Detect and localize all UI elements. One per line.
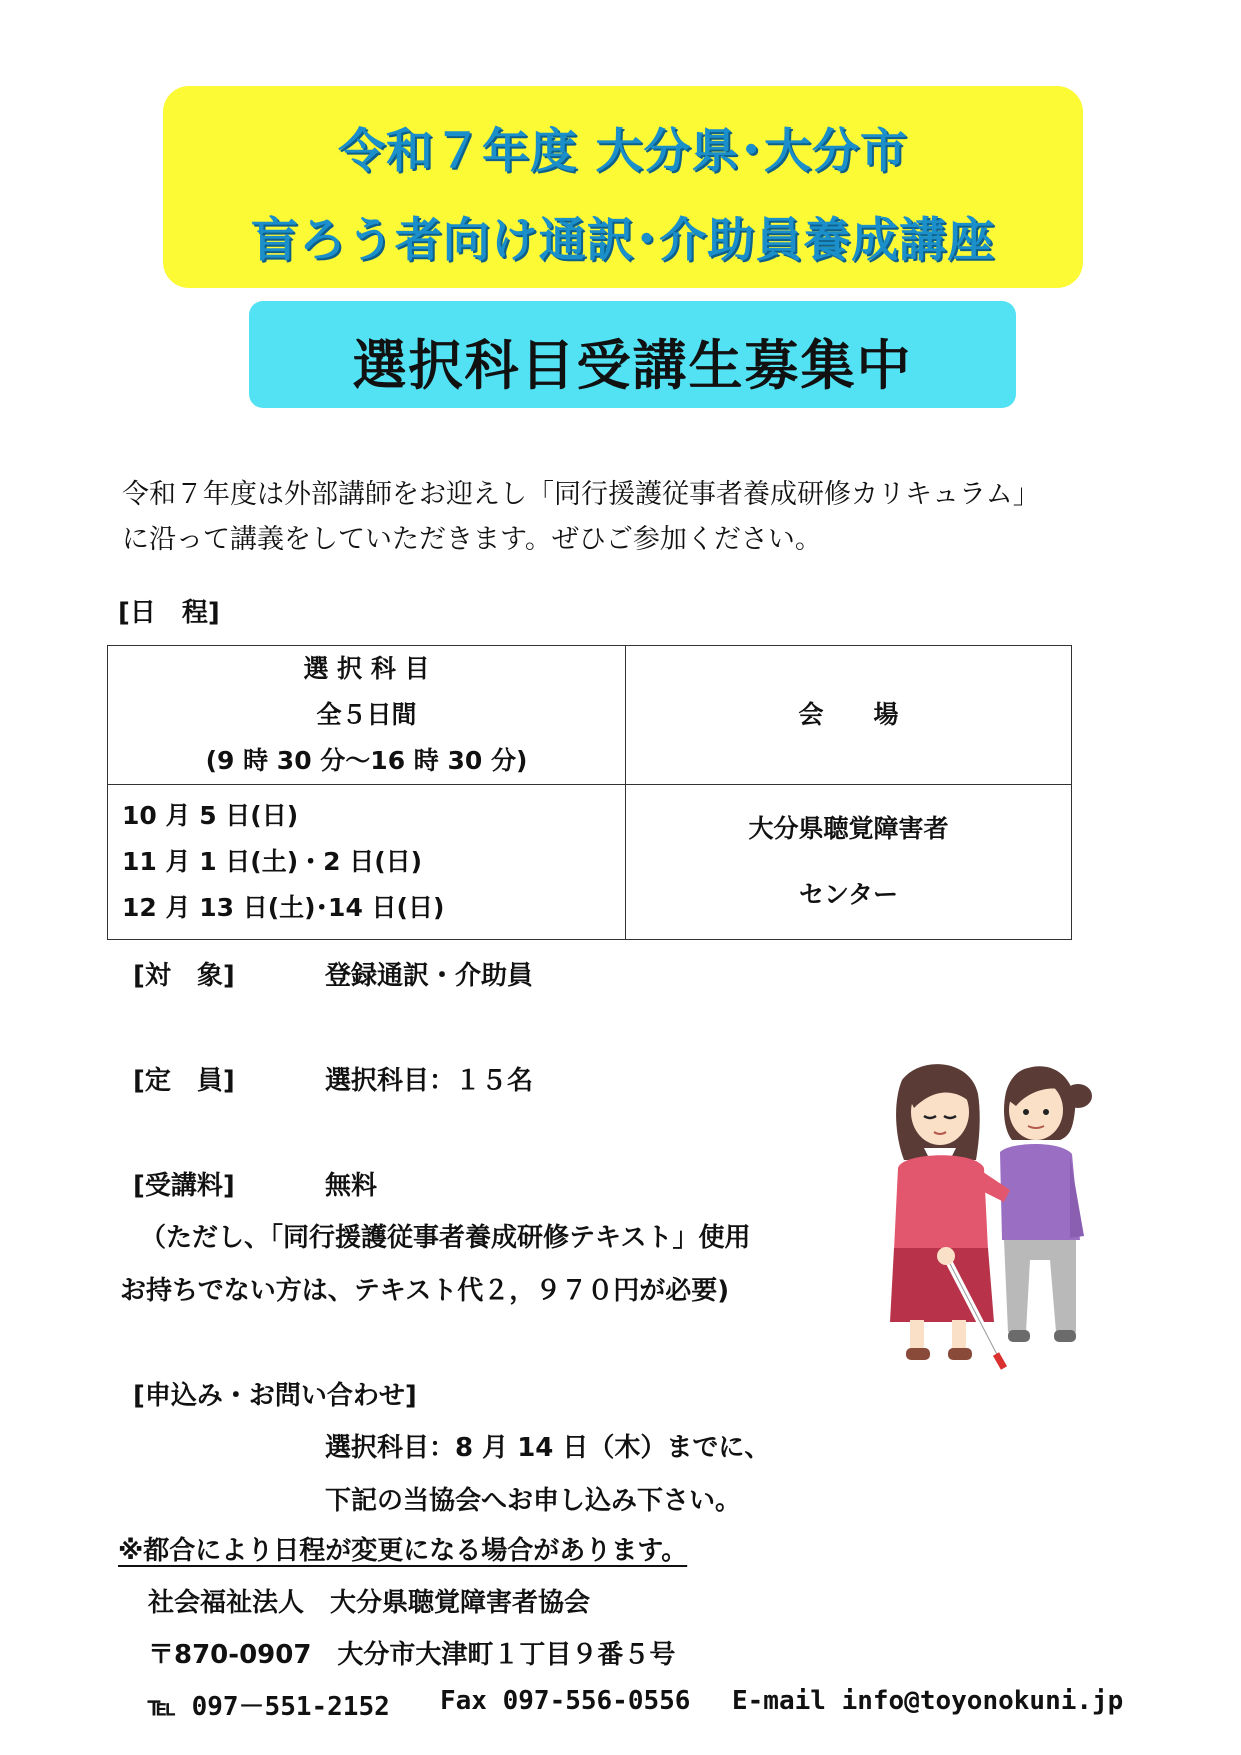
intro-text bbox=[122, 472, 1132, 562]
capacity-label: [定 員] bbox=[133, 1066, 235, 1096]
subtitle: 選択科目受講生募集中 bbox=[352, 334, 913, 397]
subject-header-cell bbox=[108, 646, 626, 785]
title-banner bbox=[163, 86, 1083, 288]
title-line-2: 盲ろう者向け通訳･介助員養成講座 bbox=[250, 213, 996, 268]
venue-line: センター bbox=[798, 880, 898, 909]
venue-header: 会 場 bbox=[798, 700, 899, 729]
target-label: [対 象] bbox=[133, 961, 235, 991]
capacity-value: 選択科目：１５名 bbox=[325, 1066, 534, 1096]
subject-header-line: 全５日間 bbox=[316, 700, 417, 729]
date-line: 12 月 13 日(土)･14 日(日) bbox=[122, 893, 445, 922]
schedule-table bbox=[107, 645, 1072, 940]
schedule-label: [日 程] bbox=[118, 598, 220, 628]
intro-line-2: に沿って講義をしていただきます。ぜひご参加ください。 bbox=[122, 524, 822, 555]
contact-email: E-mail info@toyonokuni.jp bbox=[732, 1686, 1124, 1716]
two-women-guide-illustration bbox=[880, 1040, 1100, 1380]
subtitle-banner bbox=[249, 301, 1016, 408]
date-line: 10 月 5 日(日) bbox=[122, 801, 299, 830]
fee-note-2: お持ちでない方は、テキスト代２，９７０円が必要) bbox=[120, 1276, 730, 1306]
fee-value: 無料 bbox=[325, 1171, 378, 1201]
apply-line-2: 下記の当協会へお申し込み下さい。 bbox=[325, 1486, 742, 1516]
fee-label: [受講料] bbox=[133, 1171, 235, 1201]
contact-fax: Fax 097-556-0556 bbox=[440, 1686, 691, 1716]
contact-org: 社会福祉法人 大分県聴覚障害者協会 bbox=[148, 1588, 591, 1618]
venue-cell bbox=[626, 785, 1072, 940]
contact-tel: ℡ 097－551-2152 bbox=[148, 1692, 390, 1722]
target-value: 登録通訳・介助員 bbox=[325, 961, 534, 991]
title-line-1: 令和７年度 大分県･大分市 bbox=[338, 124, 908, 179]
guide-woman-figure bbox=[1000, 1066, 1092, 1342]
subject-header-line: 選 択 科 目 bbox=[303, 654, 430, 683]
subject-header-line: (9 時 30 分～16 時 30 分) bbox=[205, 746, 528, 775]
venue-header-cell bbox=[626, 646, 1072, 785]
change-notice: ※都合により日程が変更になる場合があります。 bbox=[118, 1536, 688, 1566]
venue-line: 大分県聴覚障害者 bbox=[748, 814, 949, 843]
intro-line-1: 令和７年度は外部講師をお迎えし「同行援護従事者養成研修カリキュラム」 bbox=[122, 479, 1040, 510]
fee-note-1: （ただし、「同行援護従事者養成研修テキスト」使用 bbox=[140, 1223, 751, 1253]
dates-cell bbox=[108, 785, 626, 940]
blind-woman-figure bbox=[890, 1064, 1010, 1368]
date-line: 11 月 1 日(土)・2 日(日) bbox=[122, 847, 423, 876]
apply-label: [申込み・お問い合わせ] bbox=[133, 1381, 417, 1411]
contact-address: 〒870-0907 大分市大津町１丁目９番５号 bbox=[148, 1640, 676, 1670]
apply-line-1: 選択科目：8 月 14 日（木）までに、 bbox=[325, 1433, 771, 1463]
